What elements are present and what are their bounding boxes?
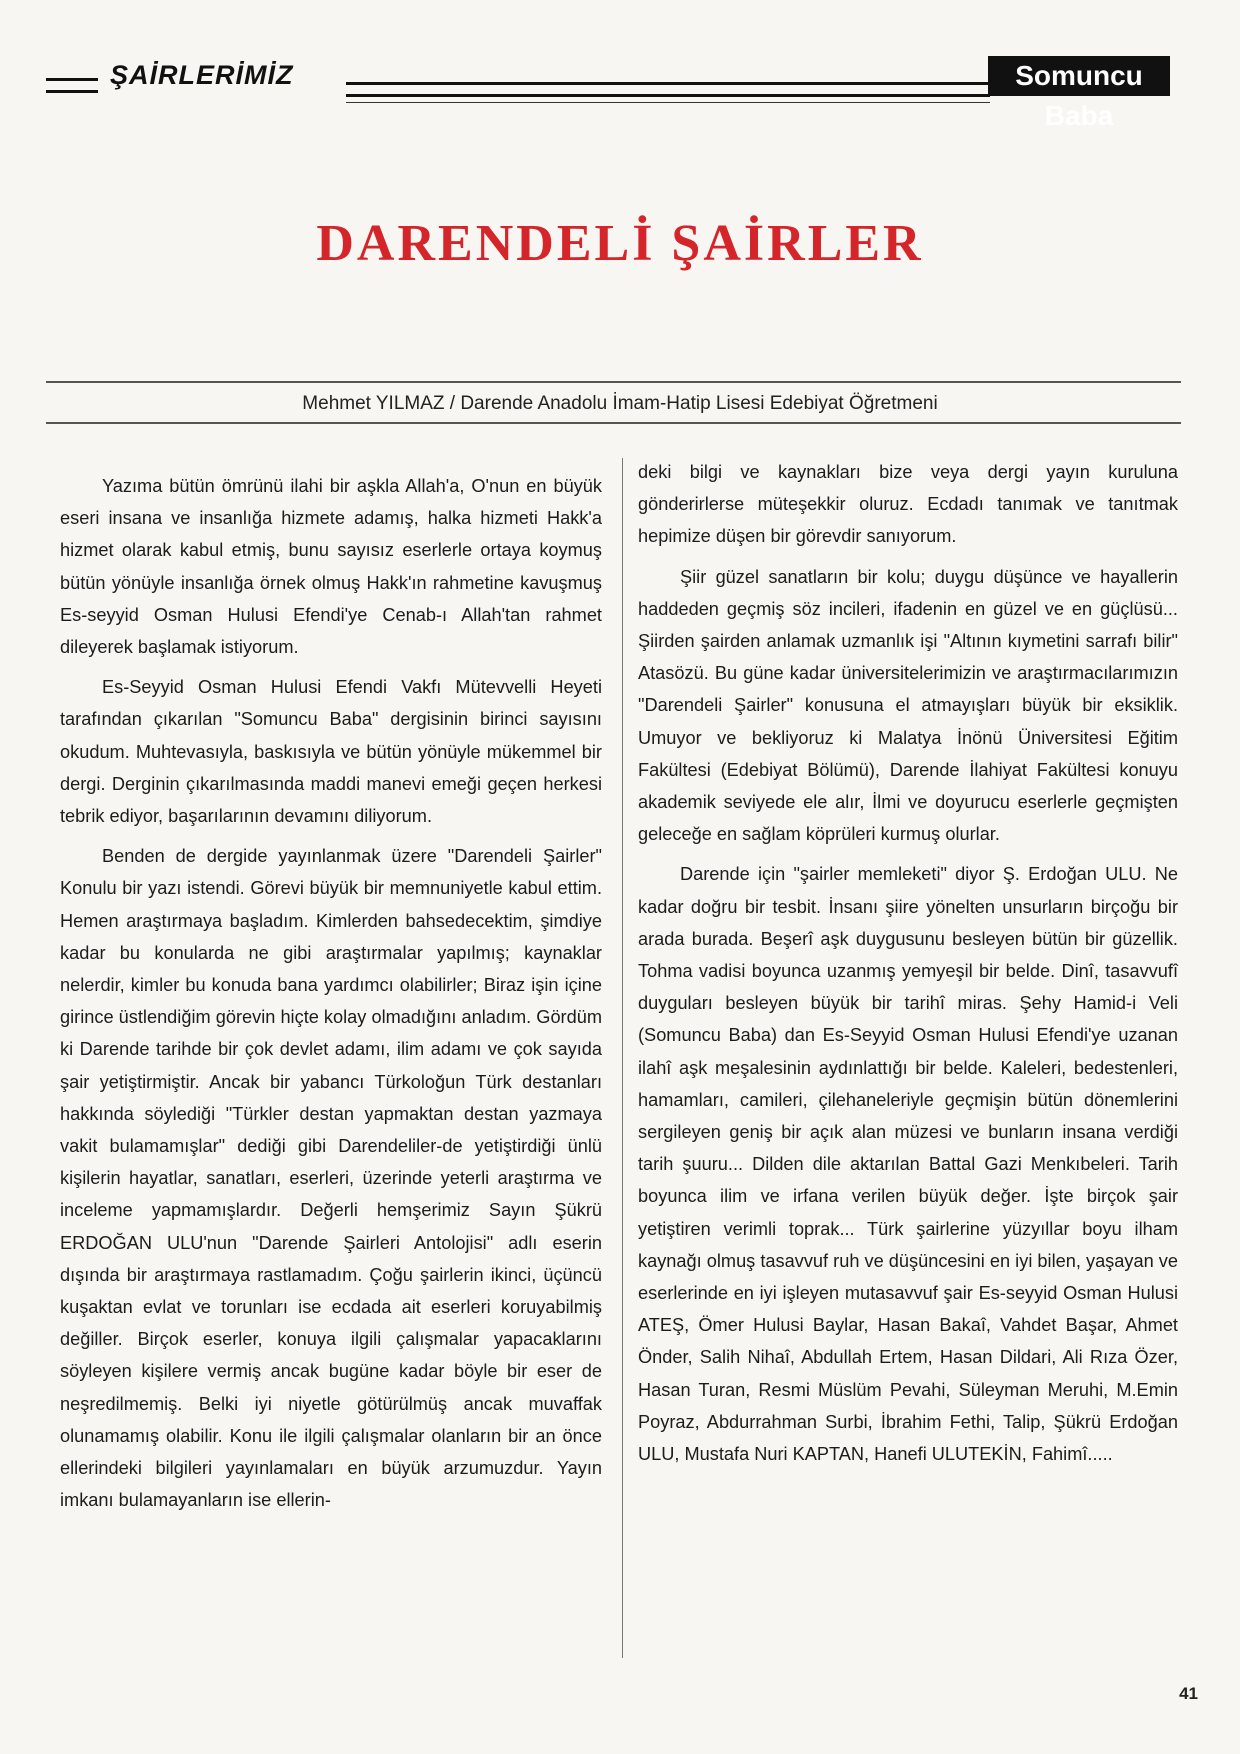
column-divider <box>622 458 623 1658</box>
byline-rule-top <box>46 381 1181 383</box>
article-byline: Mehmet YILMAZ / Darende Anadolu İmam-Hatip Lisesi Edebiyat Öğretmeni <box>302 393 938 414</box>
page-header <box>40 56 1190 131</box>
byline-rule-bottom <box>46 422 1181 424</box>
article-column-right <box>638 456 1178 1478</box>
paragraph: Yazıma bütün ömrünü ilahi bir aşkla Allah'a, O'nun en büyük eseri insana ve insanlığa hizmete adamış, halka hizmeti Hakk'a hizmet olarak kabul etmiş, bunu sayısız eserlerle ortaya koymuş bütün yönüyle insanlığa örnek olmuş Hakk'ın rahmetine kavuşmuş Es-seyyid Osman Hulusi Efendi'ye Cenab-ı Allah'tan rahmet dileyerek başlamak istiyorum. <box>60 476 602 658</box>
article-column-left <box>60 470 602 1525</box>
page-number: 41 <box>1179 1684 1198 1703</box>
header-double-rule <box>346 82 990 97</box>
header-thin-rule <box>346 102 990 103</box>
magazine-name-box: Somuncu Baba <box>988 56 1170 96</box>
header-dash-ornament <box>46 78 98 93</box>
paragraph: Şiir güzel sanatların bir kolu; duygu düşünce ve hayallerin haddeden geçmiş söz incileri, ifadenin en güzel ve en güçlüsü... Şiirden şairden anlamak uzmanlık işi "Altının kıymetini sarrafı bilir" Atasözü. Bu güne kadar üniversitelerimizin ve araştırmacılarımızın "Darendeli Şairler" konusuna el atmayışları büyük bir eksiklik. Umuyor ve bekliyoruz ki Malatya İnönü Üniversitesi Eğitim Fakültesi (Edebiyat Bölümü), Darende İlahiyat Fakültesi konuyu akademik seviyede ele alır, İlmi ve doyurucu eserlerle geçmişten geleceğe en sağlam köprüleri kurmuş olurlar. <box>638 566 1178 845</box>
paragraph: Es-Seyyid Osman Hulusi Efendi Vakfı Mütevvelli Heyeti tarafından çıkarılan "Somuncu Baba" dergisinin birinci sayısını okudum. Muhtevasıyla, baskısıyla ve bütün yönüyle mükemmel bir dergi. Derginin çıkarılmasında maddi manevi emeği geçen herkesi tebrik ediyor, başarılarının devamını diliyorum. <box>60 677 602 827</box>
article-title: DARENDELİ ŞAİRLER <box>316 215 924 272</box>
paragraph: Benden de dergide yayınlanmak üzere "Darendeli Şairler" Konulu bir yazı istendi. Görevi büyük bir memnuniyetle kabul ettim. Hemen araştırmaya başladım. Kimlerden bahsedecektim, şimdiye kadar bu konularda ne gibi araştırmalar yapılmış; kaynaklar nelerdir, kimler bu konuda bana yardımcı olabilirler; Biraz işin içine girince üstlendiğim görevin hiçte kolay olmadığını anladım. Gördüm ki Darende tarihde bir çok devlet adamı, ilim adamı ve çok sayıda şair yetiştirmiştir. Ancak bir yabancı Türkoloğun Türk destanları hakkında söylediği "Türkler destan yapmaktan destan yazmaya vakit bulamamışlar" dediği gibi Darendeliler-de yetiştirdiği ünlü kişilerin hayatlar, sanatları, eserleri, üzerinde yeterli araştırma ve inceleme yapmamışlardır. Değerli hemşerimiz Sayın Şükrü ERDOĞAN ULU'nun "Darende Şairleri Antolojisi" adlı eserin dışında bir araştırmaya rastlamadım. Çoğu şairlerin ikinci, üçüncü kuşaktan evlat ve torunları ise ecdada ait eserleri koruyabilmiş değiller. Birçok eserler, konuya ilgili çalışmalar yapacaklarını söyleyen kişilere vermiş ancak bugüne kadar böyle bir eser de neşredilmemiş. Belki iyi niyetle götürülmüş ancak muvaffak olunamamış olabilir. Konu ile ilgili çalışmalar olanların bir an önce ellerindeki bilgileri yayınlamaları en büyük arzumuzdur. Yayın imkanı bulamayanların ise ellerin- <box>60 846 602 1511</box>
paragraph: deki bilgi ve kaynakları bize veya dergi yayın kuruluna gönderirlerse müteşekkir oluruz. Ecdadı tanımak ve tanıtmak hepimize düşen bir görevdir sanıyorum. <box>638 462 1178 547</box>
section-label: ŞAİRLERİMİZ <box>110 60 294 90</box>
paragraph: Darende için "şairler memleketi" diyor Ş. Erdoğan ULU. Ne kadar doğru bir tesbit. İnsanı şiire yönelten unsurların birçoğu bir arada burada. Beşerî aşk duygusunu besleyen bütün bir güzellik. Tohma vadisi boyunca uzanmış yemyeşil bir belde. Dinî, tasavvufî duyguları besleyen büyük bir tarihî miras. Şehy Hamid-i Veli (Somuncu Baba) dan Es-Seyyid Osman Hulusi Efendi'ye uzanan ilahî aşk meşalesinin aydınlattığı bir belde. Kaleleri, bedestenleri, hamamları, camileri, çilehaneleriyle geçmişin bütün dönemlerini sergileyen geniş bir açık alan müzesi ve bunların insana verdiği tarih şuuru... Dilden dile aktarılan Battal Gazi Menkıbeleri. Tarih boyunca ilim ve irfana verilen büyük değer. İşte birçok şair yetiştiren verimli toprak... Türk şairlerine yüzyıllar boyu ilham kaynağı olmuş tasavvuf ruh ve düşüncesini en iyi bilen, yaşayan ve eserlerinde en iyi işleyen mutasavvuf şair Es-seyyid Osman Hulusi ATEŞ, Ömer Hulusi Baylar, Hasan Bakaî, Vahdet Başar, Ahmet Önder, Salih Nihaî, Abdullah Ertem, Hasan Dildari, Ali Rıza Özer, Hasan Turan, Resmi Müslüm Pevahi, Süleyman Meruhi, M.Emin Poyraz, Abdurrahman Surbi, İbrahim Fethi, Talip, Şükrü Erdoğan ULU, Mustafa Nuri KAPTAN, Hanefi ULUTEKİN, Fahimî..... <box>638 864 1178 1465</box>
